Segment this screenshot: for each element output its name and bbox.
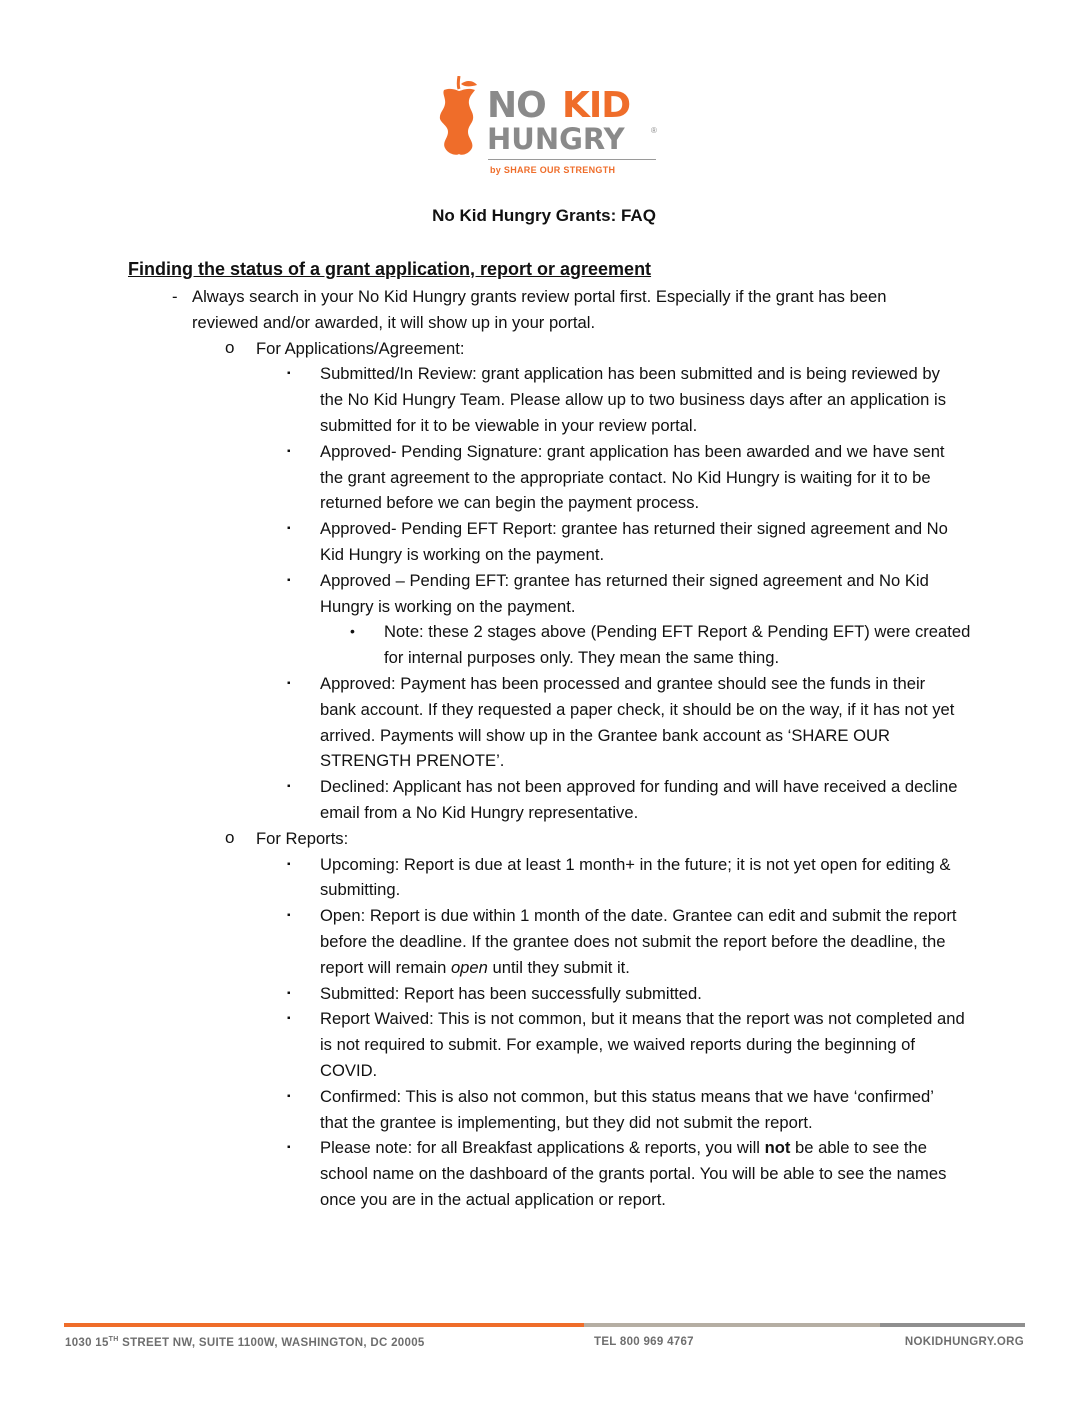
item-text: Confirmed: This is also not common, but this status means that we have ‘confirmed’ that the grantee is implementing, but they did not submit the report. bbox=[320, 1086, 934, 1132]
footer-website: NOKIDHUNGRY.ORG bbox=[904, 1336, 1024, 1348]
item-text: Approved – Pending EFT: grantee has returned their signed agreement and No Kid Hungry is working on the payment. bbox=[320, 570, 929, 616]
logo-word-kid: KID bbox=[562, 85, 631, 126]
dot-bullet: • bbox=[350, 623, 355, 640]
item-text-part: Please note: for all Breakfast applications & reports, you will bbox=[320, 1138, 765, 1158]
square-bullet: ▪ bbox=[287, 987, 291, 999]
emphasis-not: not bbox=[764, 1138, 791, 1158]
address-street: STREET NW, SUITE 1100W, WASHINGTON, DC 20005 bbox=[118, 1336, 425, 1349]
square-bullet: ▪ bbox=[287, 1013, 291, 1025]
footer-phone: TEL 800 969 4767 bbox=[594, 1336, 694, 1348]
list-item bbox=[0, 1135, 965, 1212]
circle-bullet: o bbox=[225, 337, 235, 357]
apple-core-icon bbox=[434, 76, 484, 158]
square-bullet: ▪ bbox=[287, 1142, 291, 1154]
logo-word-hungry: HUNGRY bbox=[487, 122, 625, 156]
list-item bbox=[0, 516, 965, 568]
list-item bbox=[0, 568, 965, 620]
square-bullet: ▪ bbox=[287, 523, 291, 535]
note-text: Note: these 2 stages above (Pending EFT Report & Pending EFT) were created for internal purposes only. They mean the same thing. bbox=[384, 622, 971, 668]
emphasis-open: open bbox=[450, 957, 488, 977]
list-item bbox=[0, 439, 965, 516]
list-item bbox=[0, 774, 965, 826]
square-bullet: ▪ bbox=[287, 910, 291, 922]
list-item bbox=[0, 671, 965, 774]
logo-word-no: NO bbox=[487, 85, 546, 126]
group-label: For Applications/Agreement: bbox=[256, 338, 465, 358]
list-item bbox=[0, 852, 965, 904]
item-text: Report Waived: This is not common, but it means that the report was not completed and is not required to submit. For example, we waived reports during the beginning of COVID. bbox=[320, 1009, 965, 1080]
group-applications bbox=[0, 336, 956, 362]
circle-bullet: o bbox=[225, 827, 235, 847]
group-label: For Reports: bbox=[256, 828, 349, 848]
item-text: Declined: Applicant has not been approved for funding and will have received a decline email from a No Kid Hungry representative. bbox=[320, 777, 958, 822]
intro-item bbox=[0, 284, 952, 336]
square-bullet: ▪ bbox=[287, 574, 291, 586]
list-item bbox=[0, 361, 965, 438]
document-title: No Kid Hungry Grants: FAQ bbox=[432, 206, 656, 225]
no-kid-hungry-logo bbox=[432, 76, 662, 180]
footer-bar-orange bbox=[64, 1323, 584, 1327]
list-item bbox=[0, 1084, 965, 1136]
square-bullet: ▪ bbox=[287, 1090, 291, 1102]
item-text-part: Open: Report is due within 1 month of the date. Grantee can edit and submit the report before the deadline. If the grantee does not submit the report before the deadline, the report will remain bbox=[320, 906, 957, 977]
item-text-part: be able to see the school name on the dashboard of the grants portal. You will be able to see the names once you are in the actual application or report. bbox=[320, 1138, 947, 1209]
footer-address bbox=[65, 1336, 425, 1349]
square-bullet: ▪ bbox=[287, 368, 291, 380]
footer-bar-tan bbox=[584, 1323, 880, 1327]
square-bullet: ▪ bbox=[287, 445, 291, 457]
logo-divider bbox=[488, 159, 656, 160]
registered-mark: ® bbox=[651, 126, 657, 135]
list-item bbox=[0, 903, 965, 980]
square-bullet: ▪ bbox=[287, 677, 291, 689]
dash-bullet: - bbox=[172, 287, 178, 306]
list-item bbox=[0, 1006, 965, 1083]
group-reports bbox=[0, 826, 956, 852]
logo-tagline: by SHARE OUR STRENGTH bbox=[490, 165, 616, 175]
footer-bar-grey bbox=[880, 1323, 1025, 1327]
intro-text: Always search in your No Kid Hungry grants review portal first. Especially if the grant has been reviewed and/or awarded, it will show up in your portal. bbox=[192, 287, 887, 332]
item-text: Approved- Pending Signature: grant application has been awarded and we have sent the grant agreement to the appropriate contact. No Kid Hungry is waiting for it to be returned before we can begin the payment process. bbox=[320, 441, 945, 513]
item-text: Approved- Pending EFT Report: grantee has returned their signed agreement and No Kid Hungry is working on the payment. bbox=[320, 519, 948, 564]
item-text-part: until they submit it. bbox=[487, 957, 630, 977]
item-text: Upcoming: Report is due at least 1 month+ in the future; it is not yet open for editing & submitting. bbox=[320, 854, 951, 900]
note-item bbox=[0, 619, 974, 671]
item-text bbox=[320, 903, 965, 980]
item-text: Submitted: Report has been successfully submitted. bbox=[320, 983, 702, 1003]
list-item bbox=[0, 981, 965, 1007]
item-text: Submitted/In Review: grant application has been submitted and is being reviewed by the No Kid Hungry Team. Please allow up to two business days after an application is submitted for it to be viewable in your review portal. bbox=[320, 364, 946, 435]
item-text bbox=[320, 1135, 965, 1212]
item-text: Approved: Payment has been processed and grantee should see the funds in their bank account. If they requested a paper check, it should be on the way, if it has not yet arrived. Payments will show up in the Grantee bank account as ‘SHARE OUR STRENGTH PRENOTE’. bbox=[320, 673, 955, 771]
square-bullet: ▪ bbox=[287, 781, 291, 793]
address-suffix: TH bbox=[108, 1336, 119, 1343]
section-heading: Finding the status of a grant application, report or agreement bbox=[128, 259, 652, 279]
square-bullet: ▪ bbox=[287, 858, 291, 870]
faq-content bbox=[0, 284, 1088, 1213]
address-number: 1030 15 bbox=[65, 1336, 109, 1349]
